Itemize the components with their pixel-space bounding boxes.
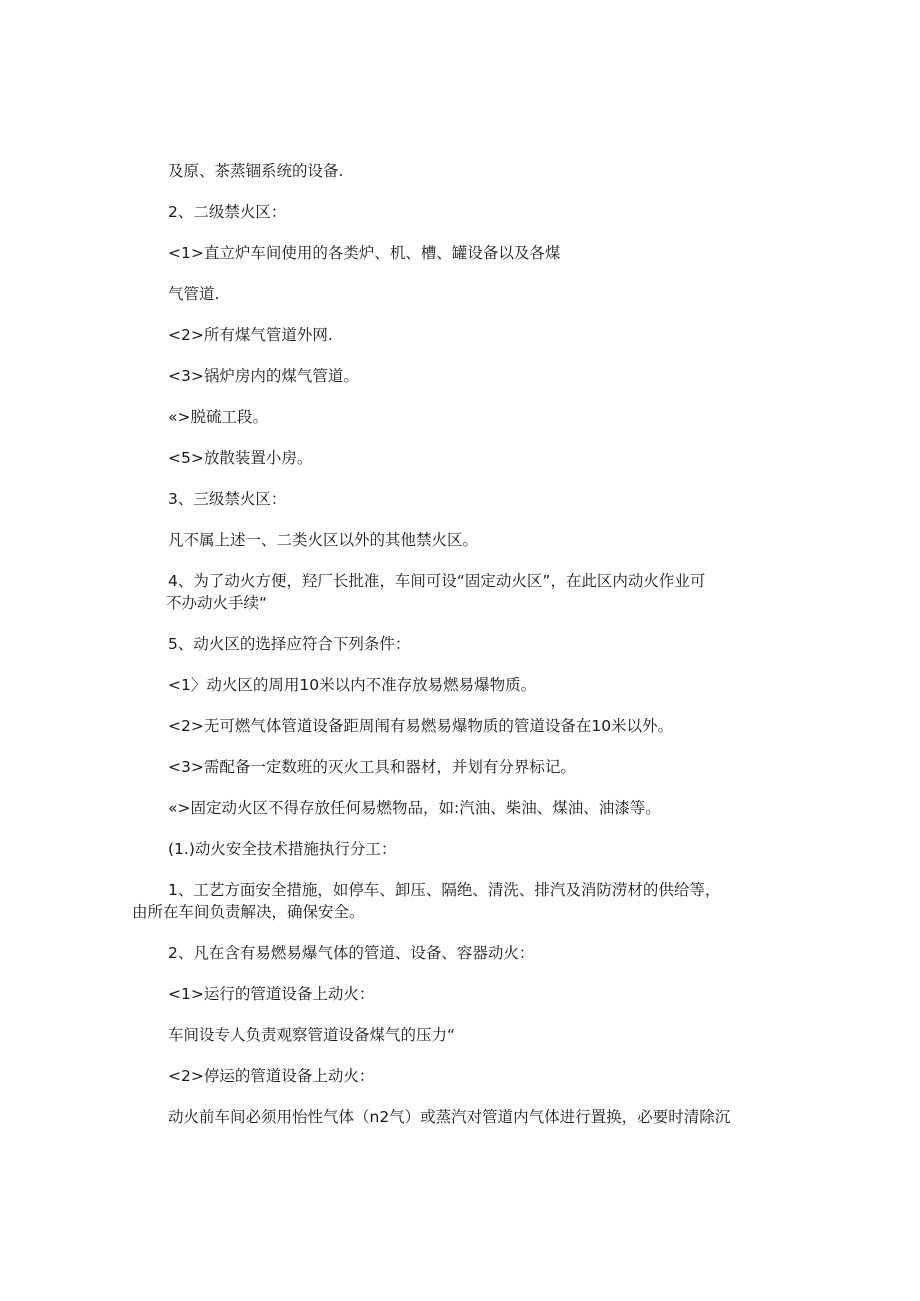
section-heading: (1.)动火安全技术措施执行分工： bbox=[168, 840, 397, 858]
paragraph: 车间设专人负责观察管道设备煤气的压力“ bbox=[168, 1026, 456, 1044]
list-item: <1>直立炉车间使用的各类炉、机、槽、罐设备以及各煤 bbox=[168, 244, 561, 262]
paragraph: 1、工艺方面安全措施，如停车、卸压、隔绝、清洗、排汽及消防涝材的供给等， bbox=[168, 881, 721, 899]
list-item-continuation: 气管道. bbox=[168, 285, 220, 303]
section-heading: 2、凡在含有易燃易爆气体的管道、设备、容器动火： bbox=[168, 944, 535, 962]
section-heading: 2、二级禁火区： bbox=[168, 203, 287, 221]
list-item: <2>所有煤气管道外网. bbox=[168, 326, 333, 344]
paragraph: 动火前车间必须用怡性气体（n2气）或蒸汽对管道内气体进行置换，必要时清除沉 bbox=[168, 1108, 731, 1126]
list-item: <1〉动火区的周用10米以内不准存放易燃易爆物质。 bbox=[168, 676, 537, 694]
list-item: «>脱硫工段。 bbox=[168, 408, 268, 426]
paragraph: 4、为了动火方便，羟厂长批准，车间可设“固定动火区”，在此区内动火作业可 bbox=[168, 572, 706, 590]
list-item: <2>停运的管道设备上动火： bbox=[168, 1067, 375, 1085]
document-body bbox=[132, 160, 788, 1147]
paragraph: 凡不属上述一、二类火区以外的其他禁火区。 bbox=[168, 531, 479, 549]
list-item: <1>运行的管道设备上动火： bbox=[168, 985, 375, 1003]
section-heading: 3、三级禁火区： bbox=[168, 490, 287, 508]
list-item: <2>无可燃气体管道设备距周闱有易燃易爆物质的管道设备在10米以外。 bbox=[168, 717, 674, 735]
list-item: <3>锅炉房内的煤气管道。 bbox=[168, 367, 359, 385]
list-item: «>固定动火区不得存放任何易燃物品，如:汽油、柴油、煤油、油漆等。 bbox=[168, 799, 661, 817]
list-item: <5>放散装置小房。 bbox=[168, 449, 313, 467]
paragraph-continuation: 不办动火手续“ bbox=[166, 594, 268, 612]
paragraph-continuation: 由所在车间负责解决，确保安全。 bbox=[132, 903, 365, 921]
list-item: <3>需配备一定数班的灭火工具和器材，并划有分界标记。 bbox=[168, 758, 576, 776]
section-heading: 5、动火区的选择应符合下列条件： bbox=[168, 635, 411, 653]
paragraph: 及原、茶蒸锢系统的设备. bbox=[168, 162, 344, 180]
